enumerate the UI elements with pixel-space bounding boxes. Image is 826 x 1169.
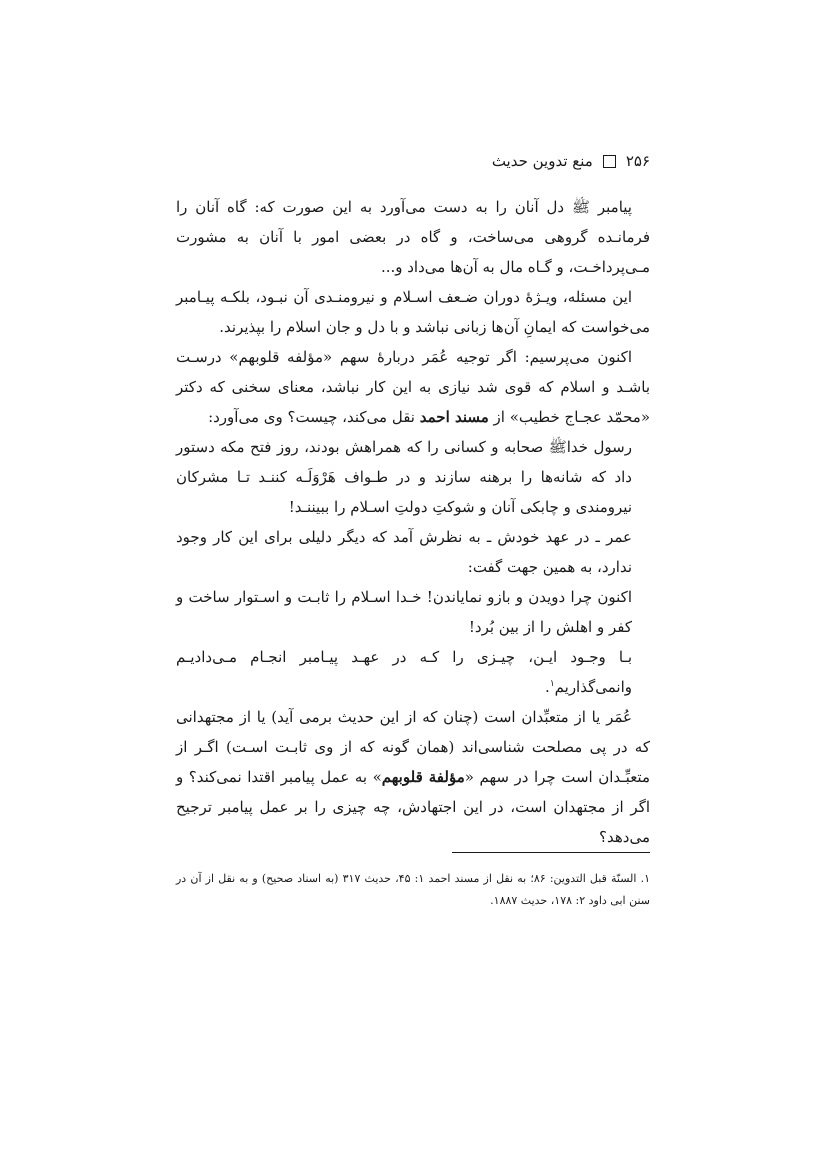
- paragraph-3-text-b: نقل می‌کند، چیست؟ وی می‌آورد:: [208, 408, 420, 426]
- quote-line-3: اکنون چرا دویدن و بازو نمایاندن! خـدا اسـلام را ثابـت و اسـتوار ساخت و کفر و اهلش را از بین بُرد!: [176, 588, 632, 636]
- book-title: منع تدوین حدیث: [491, 152, 593, 170]
- footnote-divider: [452, 852, 650, 853]
- closing-paragraph: [176, 702, 650, 852]
- closing-text-a: عُمَر یا از متعبِّدان است (چنان که از این حدیث برمی آید) یا از مجتهدانی که در پی مصلحت شناسی‌اند (همان گونه که از وی ثابـت اسـت) اگـر از متعبِّـدان است چرا در سهم «: [176, 708, 650, 786]
- footnote-reference[interactable]: ۱: [549, 679, 555, 689]
- square-box-icon: [603, 155, 616, 168]
- main-text: [176, 192, 650, 852]
- closing-text-b: » به عمل پیامبر اقتدا نمی‌کند؟ و اگر از مجتهدان است، در این اجتهادش، چه چیزی را بر عمل پیامبر ترجیح می‌دهد؟: [176, 768, 650, 846]
- quote-line-2: عمر ـ در عهد خودش ـ به نظرش آمد که دیگر دلیلی برای این کار وجود ندارد، به همین جهت گفت:: [176, 528, 632, 576]
- paragraph-3: [176, 342, 650, 432]
- paragraph-1: پیامبر ﷺ دل آنان را به دست می‌آورد به این صورت که: گاه آنان را فرمانـده گروهی می‌ساخت، و گاه در بعضی امور با آنان به مشورت مـی‌پرداخـت، و گـاه مال به آن‌ها می‌داد و...: [176, 198, 650, 276]
- paragraph-3-bold-source: مسند احمد: [419, 408, 489, 426]
- running-header: [492, 152, 650, 170]
- quote-line-1: رسول خداﷺ صحابه و کسانی را که همراهش بودند، روز فتح مکه دستور داد که شانه‌ها را برهنه سازند و در طـواف هَرْوَلَـه کننـد تـا مشرکان نیرومندی و چابکی آنان و شوکتِ دولتِ اسـلام را ببیننـد!: [176, 438, 632, 516]
- quote-line-4-end: .: [545, 678, 550, 696]
- quote-line-4-text: بـا وجـود ایـن، چیـزی را کـه در عهـد پیـامبر انجـام مـی‌دادیـم وانمی‌گذاریم: [176, 648, 632, 696]
- footnote: ۱. السنّة قبل التدوین: ۸۶؛ به نقل از مسند احمد ۱: ۴۵، حدیث ۳۱۷ (به اسناد صحیح) و به نقل از آن در سنن ابی داود ۲: ۱۷۸، حدیث ۱۸۸۷.: [176, 872, 651, 907]
- paragraph-3-text-a: اکنون می‌پرسیم: اگر توجیه عُمَر دربارۀ سهم «مؤلفه قلوبهم» درسـت باشـد و اسلام که قوی شد نیازی به این کار نباشد، معنای سخنی که دکتر «محمّد عجـاج خطیب» از: [176, 348, 650, 426]
- quote-line-4: [176, 642, 632, 702]
- page-number: ۲۵۶: [625, 152, 650, 170]
- block-quote: [176, 432, 650, 702]
- closing-bold-term: مؤلفة قلوبهم: [381, 768, 465, 786]
- paragraph-2: این مسئله، ویـژۀ دوران ضـعف اسـلام و نیرومنـدی آن نبـود، بلکـه پیـامبر می‌خواست که ایمانِ آن‌ها زبانی نباشد و با دل و جان اسلام را بپذیرند.: [176, 288, 650, 336]
